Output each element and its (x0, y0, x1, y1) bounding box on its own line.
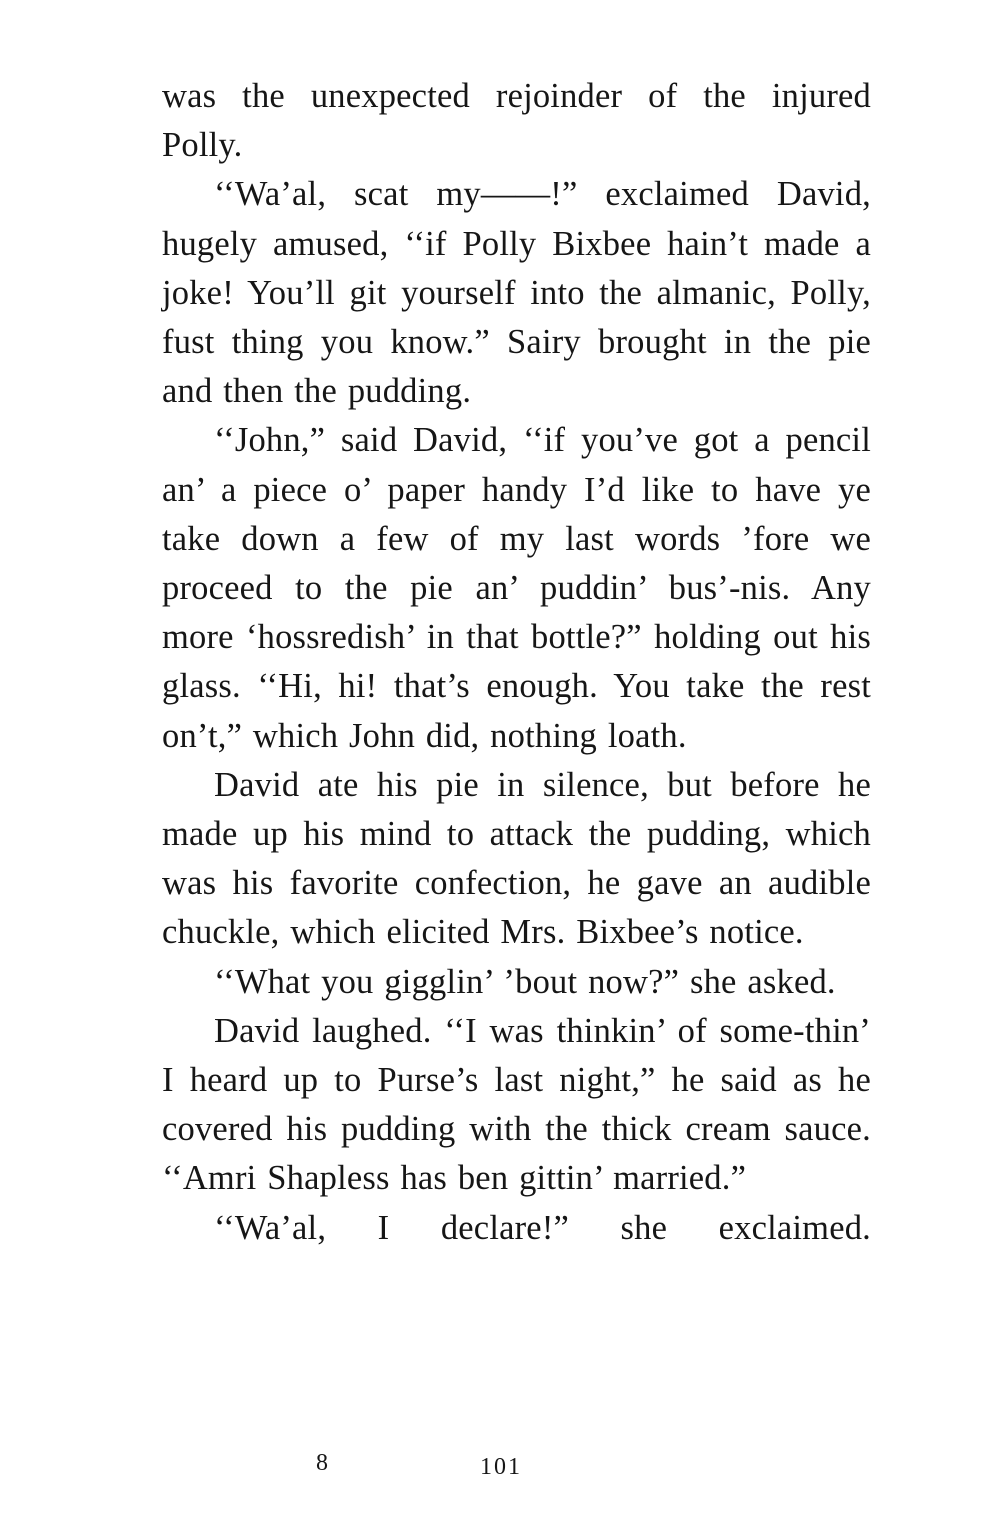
paragraph-david-laughed: David laughed. ‘‘I was thinkin’ of some-thin’ I heard up to Purse’s last night,” he said as he covered his pudding with the thick cream sauce. ‘‘Amri Shapless has ben gittin’ married.” (162, 1011, 871, 1198)
paragraph-john-pencil: ‘‘John,” said David, ‘‘if you’ve got a pencil an’ a piece o’ paper handy I’d like to have ye take down a few of my last words ’fore we proceed to the pie an’ puddin’ bus’-nis. Any more ‘hossredish’ in that bottle?” holding out his glass. ‘‘Hi, hi! that’s enough. You take the rest on’t,” which John did, nothing loath. (162, 421, 871, 755)
page-footer (0, 1450, 1000, 1490)
page-number: 101 (480, 1454, 522, 1480)
paragraph-david-exclaims: ‘‘Wa’al, scat my——!” exclaimed David, hugely amused, ‘‘if Polly Bixbee hain’t made a joke! You’ll git yourself into the almanic, Polly, fust thing you know.” Sairy brought in the pie and then the pudding. (162, 175, 871, 411)
paragraph-david-pie: David ate his pie in silence, but before he made up his mind to attack the pudding, which was his favorite confection, he gave an audible chuckle, which elicited Mrs. Bixbee’s notice. (162, 765, 871, 952)
paragraph-polly-rejoinder: was the unexpected rejoinder of the injured Polly. (162, 77, 871, 165)
signature-mark: 8 (316, 1450, 328, 1476)
body-text (162, 72, 871, 1253)
paragraph-gigglin: ‘‘What you gigglin’ ’bout now?” she asked. (214, 962, 836, 1001)
paragraph-declare: ‘‘Wa’al, I declare!” she exclaimed. (214, 1208, 871, 1247)
